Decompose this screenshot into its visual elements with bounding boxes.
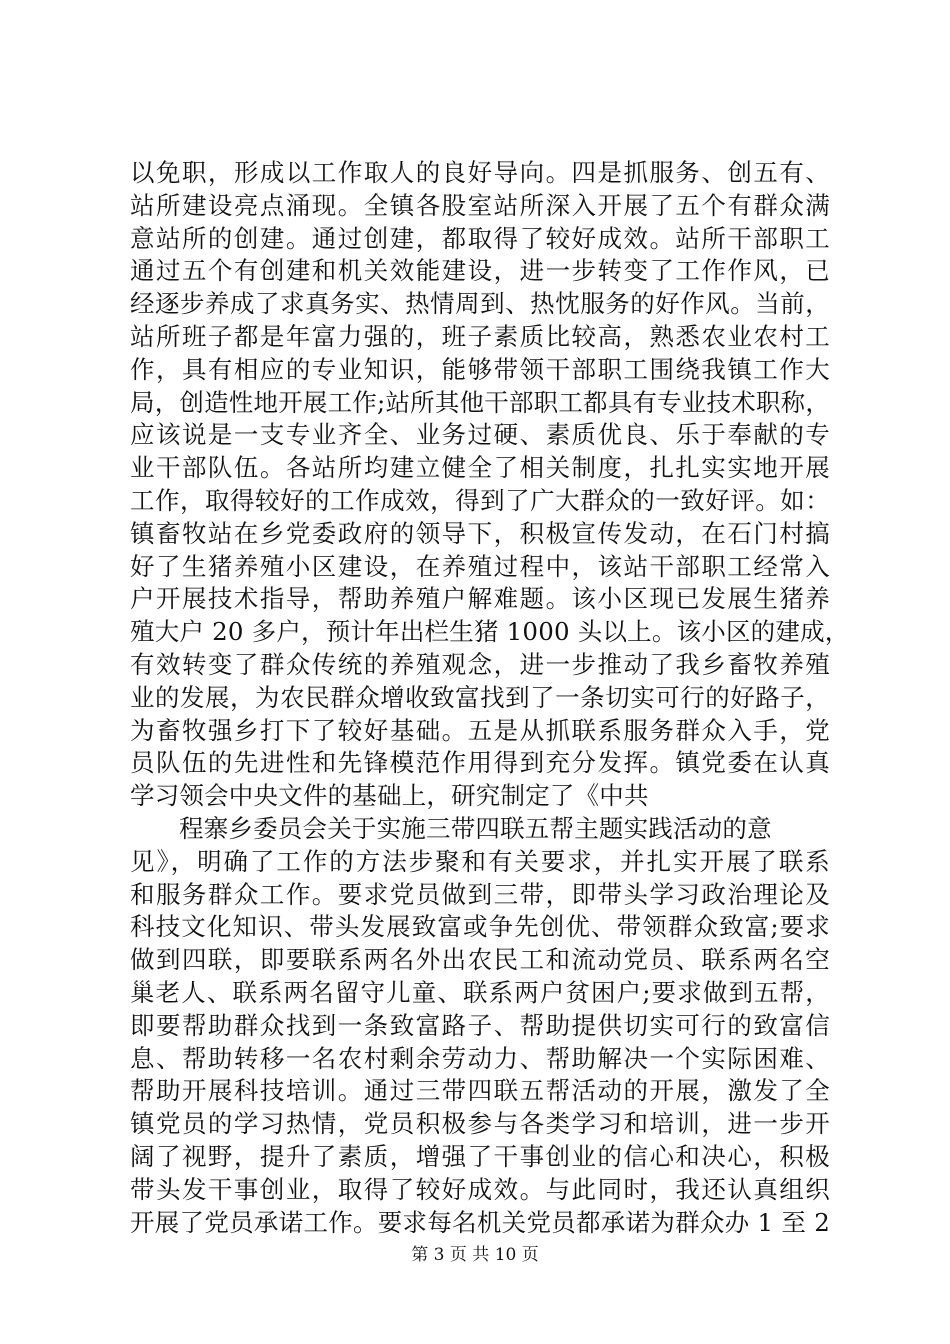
text-line: 作，具有相应的专业知识，能够带领干部职工围绕我镇工作大	[130, 354, 830, 384]
text-line: 业干部队伍。各站所均建立健全了相关制度，扎扎实实地开展	[130, 453, 830, 483]
paragraph-1	[130, 157, 850, 813]
text-line: 开展了党员承诺工作。要求每名机关党员都承诺为群众办 1 至 2	[130, 1207, 830, 1237]
page-footer	[0, 1245, 950, 1265]
text-line: 经逐步养成了求真务实、热情周到、热忱服务的好作风。当前，	[130, 289, 830, 319]
document-body	[130, 157, 850, 1239]
text-line: 即要帮助群众找到一条致富路子、帮助提供切实可行的致富信	[130, 1010, 830, 1040]
text-line: 局，创造性地开展工作;站所其他干部职工都具有专业技术职称，	[130, 387, 831, 417]
text-line: 阔了视野，提升了素质，增强了干事创业的信心和决心，积极	[130, 1141, 830, 1171]
text-line: 殖大户 20 多户，预计年出栏生猪 1000 头以上。该小区的建成，	[130, 617, 850, 647]
text-line: 站所班子都是年富力强的，班子素质比较高，熟悉农业农村工	[130, 321, 830, 351]
text-line: 通过五个有创建和机关效能建设，进一步转变了工作作风，已	[130, 256, 830, 286]
text-line: 镇畜牧站在乡党委政府的领导下，积极宣传发动，在石门村搞	[130, 518, 830, 548]
text-line: 工作，取得较好的工作成效，得到了广大群众的一致好评。如：	[130, 485, 830, 515]
text-line: 程寨乡委员会关于实施三带四联五帮主题实践活动的意	[179, 813, 772, 843]
paragraph-2	[130, 813, 830, 1239]
text-line: 员队伍的先进性和先锋模范作用得到充分发挥。镇党委在认真	[130, 748, 830, 778]
text-line: 为畜牧强乡打下了较好基础。五是从抓联系服务群众入手，党	[130, 715, 830, 745]
text-line: 巢老人、联系两名留守儿童、联系两户贫困户;要求做到五帮，	[130, 977, 830, 1007]
text-line: 有效转变了群众传统的养殖观念，进一步推动了我乡畜牧养殖	[130, 649, 830, 679]
text-line: 学习领会中央文件的基础上，研究制定了《中共	[130, 781, 649, 811]
text-line: 户开展技术指导，帮助养殖户解难题。该小区现已发展生猪养	[130, 584, 830, 614]
text-line: 镇党员的学习热情，党员积极参与各类学习和培训，进一步开	[130, 1109, 830, 1139]
text-line: 业的发展，为农民群众增收致富找到了一条切实可行的好路子，	[130, 682, 830, 712]
text-line: 和服务群众工作。要求党员做到三带，即带头学习政治理论及	[130, 879, 830, 909]
text-line: 意站所的创建。通过创建，都取得了较好成效。站所干部职工	[130, 223, 830, 253]
text-line: 帮助开展科技培训。通过三带四联五帮活动的开展，激发了全	[130, 1076, 830, 1106]
text-line: 以免职，形成以工作取人的良好导向。四是抓服务、创五有、	[130, 158, 830, 187]
text-line: 站所建设亮点涌现。全镇各股室站所深入开展了五个有群众满	[130, 190, 830, 220]
text-line: 好了生猪养殖小区建设，在养殖过程中，该站干部职工经常入	[130, 551, 830, 581]
text-line: 做到四联，即要联系两名外出农民工和流动党员、联系两名空	[130, 945, 830, 975]
text-line: 息、帮助转移一名农村剩余劳动力、帮助解决一个实际困难、	[130, 1043, 830, 1073]
text-line: 见》，明确了工作的方法步聚和有关要求，并扎实开展了联系	[130, 846, 830, 876]
page-number: 第 3 页 共 10 页	[411, 1245, 539, 1265]
text-line: 应该说是一支专业齐全、业务过硬、素质优良、乐于奉献的专	[130, 420, 830, 450]
text-line: 带头发干事创业，取得了较好成效。与此同时，我还认真组织	[130, 1174, 830, 1204]
text-line: 科技文化知识、带头发展致富或争先创优、带领群众致富;要求	[130, 912, 830, 942]
